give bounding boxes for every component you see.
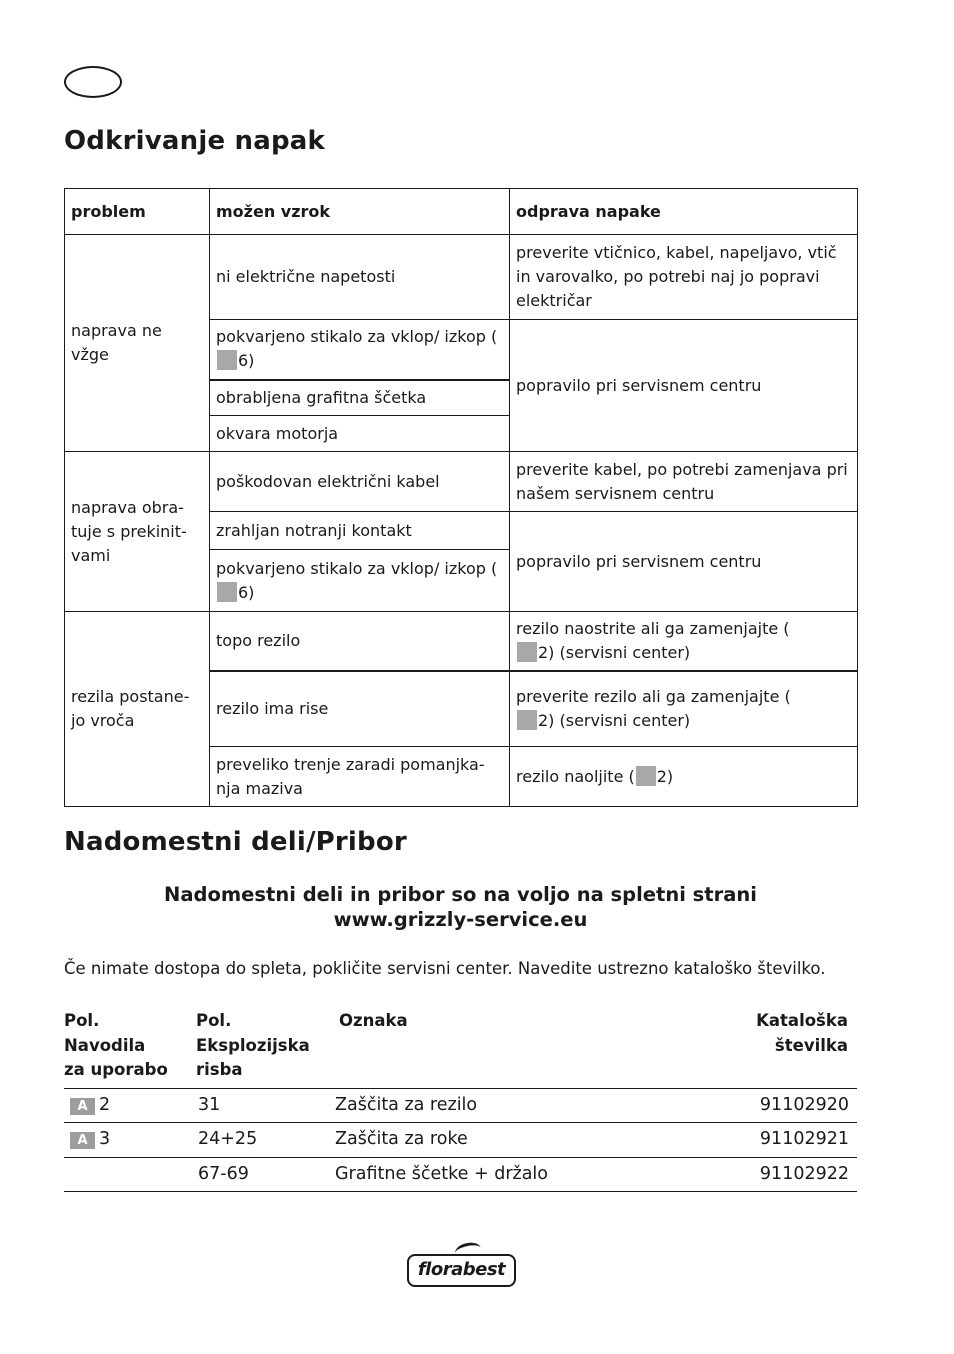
a-badge-icon: A <box>70 1098 95 1115</box>
remedy-cell: rezilo naoljite ( 2) <box>510 747 858 807</box>
table-row <box>65 612 858 671</box>
problem-cell: naprava ne vžge <box>65 235 210 452</box>
table-row <box>65 235 858 320</box>
table-header-row <box>65 189 858 235</box>
availability-note: Nadomestni deli in pribor so na voljo na spletni strani <box>164 883 757 906</box>
cause-cell: preveliko trenje zaradi pomanjka-nja maziva <box>210 747 510 807</box>
cause-cell: topo rezilo <box>210 612 510 671</box>
parts-header-catalog: Kataloška številka <box>756 1011 848 1055</box>
figure-ref-icon <box>636 766 656 786</box>
problem-cell: rezila postane-jo vroča <box>65 612 210 807</box>
divider <box>64 1191 857 1192</box>
cause-cell: ni električne napetosti <box>210 235 510 320</box>
parts-header-pos-exploded: Pol. Eksplozijska risba <box>196 1011 310 1079</box>
language-marker <box>64 66 122 98</box>
cause-cell: okvara motorja <box>210 416 510 452</box>
intro-text: Če nimate dostopa do spleta, pokličite servisni center. Navedite ustrezno kataloško številko. <box>64 959 826 978</box>
parts-header-pos-manual: Pol. Navodila za uporabo <box>64 1011 168 1079</box>
remedy-cell: popravilo pri servisnem centru <box>510 512 858 612</box>
remedy-cell: preverite vtičnico, kabel, napeljavo, vtič in varovalko, po potrebi naj jo popravi električar <box>510 235 858 320</box>
cause-cell: poškodovan električni kabel <box>210 452 510 512</box>
cause-cell: obrabljena grafitna ščetka <box>210 380 510 416</box>
brand-logo: florabest <box>407 1254 516 1287</box>
header-cause: možen vzrok <box>210 189 510 235</box>
remedy-cell: rezilo naostrite ali ga zamenjajte ( 2) (servisni center) <box>510 612 858 671</box>
figure-ref-icon <box>517 642 537 662</box>
remedy-cell: preverite kabel, po potrebi zamenjava pri našem servisnem centru <box>510 452 858 512</box>
section-title-spare-parts: Nadomestni deli/Pribor <box>64 827 407 857</box>
a-badge-icon: A <box>70 1132 95 1149</box>
remedy-cell: preverite rezilo ali ga zamenjajte ( 2) (servisni center) <box>510 671 858 747</box>
table-row <box>65 452 858 512</box>
cause-cell: zrahljan notranji kontakt <box>210 512 510 550</box>
section-title-troubleshooting: Odkrivanje napak <box>64 126 326 156</box>
service-url: www.grizzly-service.eu <box>333 908 588 931</box>
table-row: 67-69 Grafitne ščetke + držalo 91102922 <box>198 1164 849 1184</box>
figure-ref-icon <box>517 710 537 730</box>
problem-cell: naprava obra-tuje s prekinit-vami <box>65 452 210 612</box>
cause-cell: pokvarjeno stikalo za vklop/ izkop (6) <box>210 550 510 612</box>
figure-ref-icon <box>217 350 237 370</box>
table-row: A 3 24+25 Zaščita za roke 91102921 <box>64 1123 857 1157</box>
cause-cell: rezilo ima rise <box>210 671 510 747</box>
table-row: A 2 31 Zaščita za rezilo 91102920 <box>64 1089 857 1123</box>
cause-cell: pokvarjeno stikalo za vklop/ izkop (6) <box>210 320 510 380</box>
troubleshooting-table <box>64 188 858 807</box>
header-problem: problem <box>65 189 210 235</box>
parts-header-name: Oznaka <box>339 1011 408 1030</box>
remedy-cell: popravilo pri servisnem centru <box>510 320 858 452</box>
header-remedy: odprava napake <box>510 189 858 235</box>
figure-ref-icon <box>217 582 237 602</box>
